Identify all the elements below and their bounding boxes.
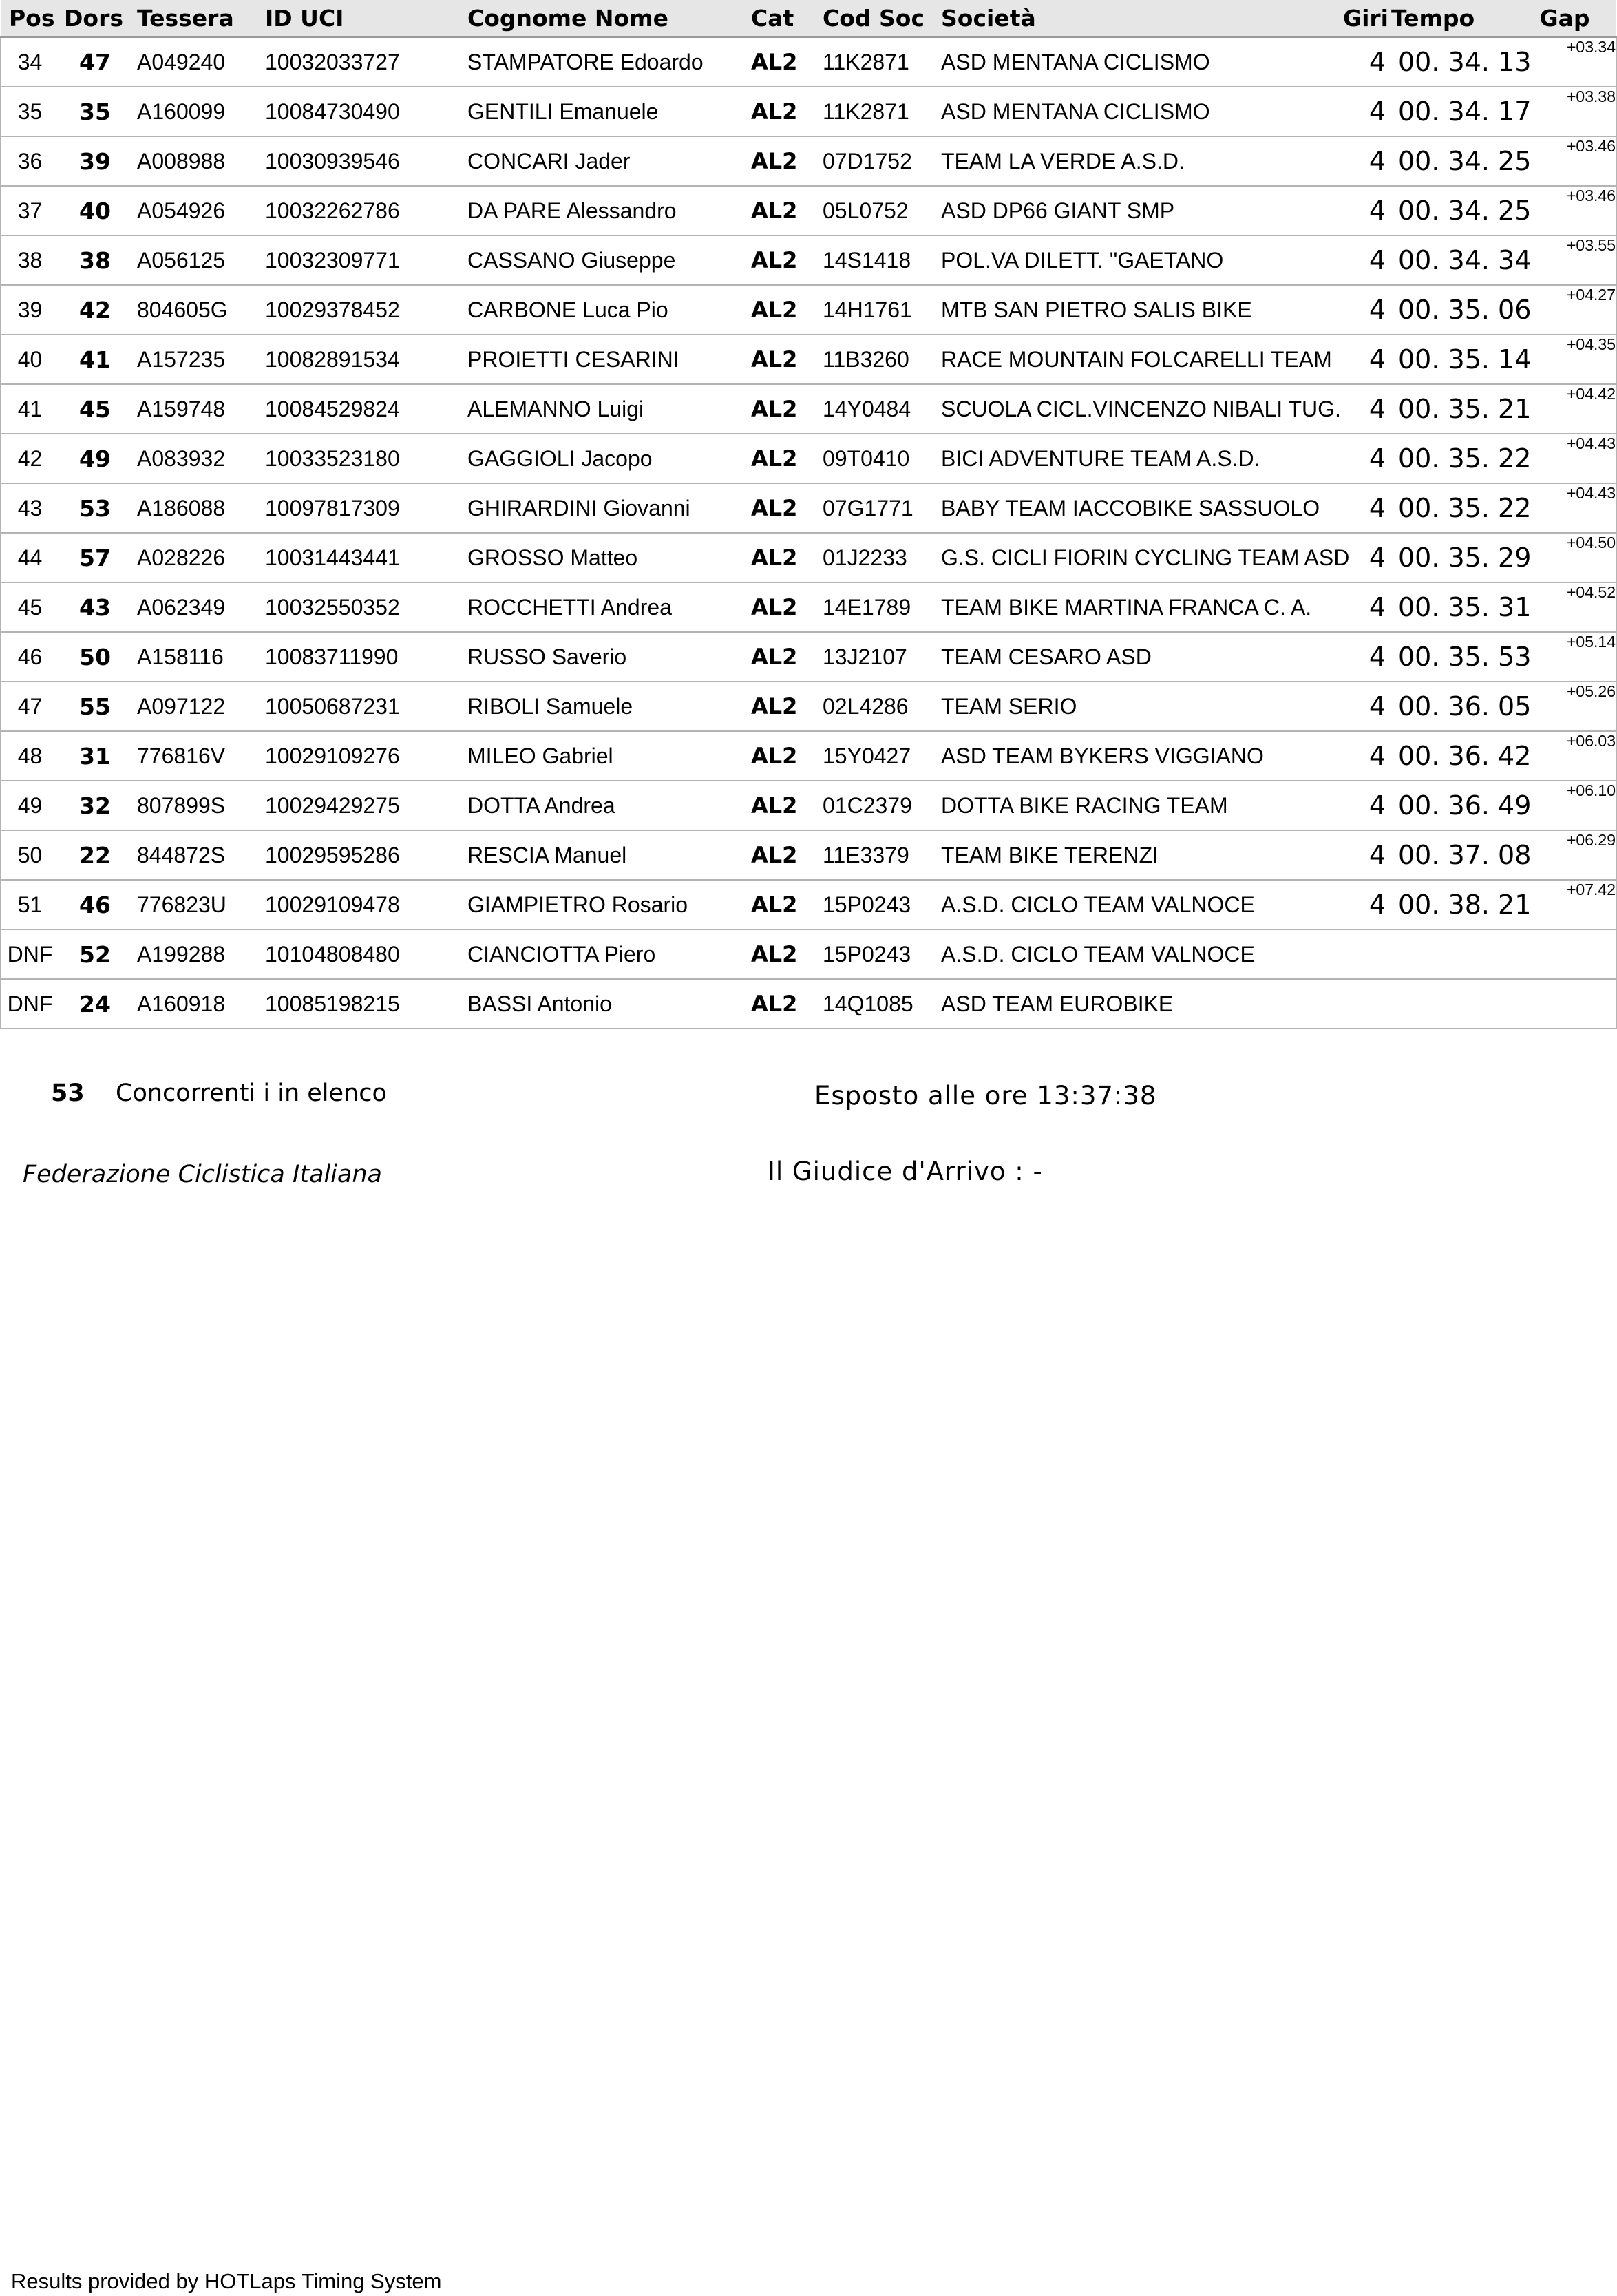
cell-tempo: 00. 36. 42 <box>1386 731 1513 781</box>
cell-giri: 4 <box>1338 533 1386 582</box>
header-cat: Cat <box>746 0 817 37</box>
cell-tessera: A159748 <box>131 384 260 434</box>
cell-tempo: 00. 38. 21 <box>1386 880 1513 929</box>
cell-societa: TEAM CESARO ASD <box>936 632 1338 682</box>
cell-id-uci: 10030939546 <box>260 136 462 186</box>
cell-giri: 4 <box>1338 87 1386 136</box>
cell-societa: ASD DP66 GIANT SMP <box>936 186 1338 235</box>
cell-name: CARBONE Luca Pio <box>462 285 746 335</box>
cell-giri: 4 <box>1338 335 1386 384</box>
cell-id-uci: 10032033727 <box>260 37 462 87</box>
cell-societa: ASD TEAM EUROBIKE <box>936 979 1338 1029</box>
cell-cat: AL2 <box>746 87 817 136</box>
cell-name: DOTTA Andrea <box>462 781 746 830</box>
cell-gap: +04.27 <box>1513 285 1616 335</box>
cell-tempo: 00. 35. 22 <box>1386 434 1513 483</box>
cell-societa: POL.VA DILETT. "GAETANO <box>936 235 1338 285</box>
cell-societa: ASD TEAM BYKERS VIGGIANO <box>936 731 1338 781</box>
cell-giri: 4 <box>1338 235 1386 285</box>
federation-name: Federazione Ciclistica Italiana <box>23 1161 382 1188</box>
table-row <box>1 87 1616 136</box>
cell-gap: +04.35 <box>1513 335 1616 384</box>
cell-cod-soc: 07D1752 <box>817 136 936 186</box>
cell-pos: 35 <box>1 87 59 136</box>
cell-tempo <box>1386 929 1513 979</box>
cell-cat: AL2 <box>746 632 817 682</box>
cell-societa: ASD MENTANA CICLISMO <box>936 87 1338 136</box>
cell-giri: 4 <box>1338 632 1386 682</box>
cell-tessera: 776823U <box>131 880 260 929</box>
cell-tempo <box>1386 979 1513 1029</box>
table-row <box>1 335 1616 384</box>
cell-dors: 52 <box>59 929 131 979</box>
cell-pos: 46 <box>1 632 59 682</box>
cell-tempo: 00. 35. 22 <box>1386 483 1513 533</box>
cell-pos: 38 <box>1 235 59 285</box>
cell-gap: +03.46 <box>1513 186 1616 235</box>
cell-dors: 39 <box>59 136 131 186</box>
cell-cod-soc: 11K2871 <box>817 37 936 87</box>
cell-gap: +06.03 <box>1513 731 1616 781</box>
cell-cat: AL2 <box>746 186 817 235</box>
cell-giri: 4 <box>1338 830 1386 880</box>
cell-tessera: 776816V <box>131 731 260 781</box>
cell-cod-soc: 02L4286 <box>817 682 936 731</box>
cell-pos: DNF <box>1 929 59 979</box>
table-row <box>1 880 1616 929</box>
cell-dors: 57 <box>59 533 131 582</box>
cell-tempo: 00. 34. 17 <box>1386 87 1513 136</box>
cell-cod-soc: 15P0243 <box>817 880 936 929</box>
cell-gap: +04.42 <box>1513 384 1616 434</box>
header-gap: Gap <box>1513 0 1616 37</box>
cell-societa: RACE MOUNTAIN FOLCARELLI TEAM <box>936 335 1338 384</box>
cell-giri: 4 <box>1338 483 1386 533</box>
cell-societa: A.S.D. CICLO TEAM VALNOCE <box>936 880 1338 929</box>
cell-societa: A.S.D. CICLO TEAM VALNOCE <box>936 929 1338 979</box>
cell-giri: 4 <box>1338 434 1386 483</box>
cell-cat: AL2 <box>746 335 817 384</box>
cell-pos: 45 <box>1 582 59 632</box>
cell-name: RUSSO Saverio <box>462 632 746 682</box>
cell-name: RESCIA Manuel <box>462 830 746 880</box>
cell-cat: AL2 <box>746 830 817 880</box>
header-tempo: Tempo <box>1386 0 1513 37</box>
cell-tempo: 00. 36. 49 <box>1386 781 1513 830</box>
cell-giri <box>1338 979 1386 1029</box>
cell-pos: 51 <box>1 880 59 929</box>
table-row <box>1 136 1616 186</box>
cell-societa: DOTTA BIKE RACING TEAM <box>936 781 1338 830</box>
cell-name: BASSI Antonio <box>462 979 746 1029</box>
table-row <box>1 533 1616 582</box>
cell-gap: +04.43 <box>1513 434 1616 483</box>
competitor-count: 53 <box>51 1079 85 1107</box>
cell-dors: 42 <box>59 285 131 335</box>
cell-id-uci: 10083711990 <box>260 632 462 682</box>
cell-cat: AL2 <box>746 781 817 830</box>
cell-pos: 36 <box>1 136 59 186</box>
table-row <box>1 731 1616 781</box>
cell-tempo: 00. 35. 06 <box>1386 285 1513 335</box>
cell-tessera: A056125 <box>131 235 260 285</box>
cell-id-uci: 10029429275 <box>260 781 462 830</box>
cell-cat: AL2 <box>746 533 817 582</box>
cell-id-uci: 10084529824 <box>260 384 462 434</box>
table-row <box>1 682 1616 731</box>
cell-dors: 38 <box>59 235 131 285</box>
cell-tessera: A160918 <box>131 979 260 1029</box>
cell-societa: ASD MENTANA CICLISMO <box>936 37 1338 87</box>
cell-tessera: A054926 <box>131 186 260 235</box>
cell-gap: +04.50 <box>1513 533 1616 582</box>
cell-id-uci: 10033523180 <box>260 434 462 483</box>
header-giri: Giri <box>1338 0 1386 37</box>
cell-tessera: A062349 <box>131 582 260 632</box>
cell-tempo: 00. 36. 05 <box>1386 682 1513 731</box>
cell-dors: 43 <box>59 582 131 632</box>
cell-cod-soc: 11B3260 <box>817 335 936 384</box>
table-row <box>1 830 1616 880</box>
header-societa: Società <box>936 0 1338 37</box>
cell-name: GAGGIOLI Jacopo <box>462 434 746 483</box>
table-row <box>1 483 1616 533</box>
header-id-uci: ID UCI <box>260 0 462 37</box>
cell-id-uci: 10029109478 <box>260 880 462 929</box>
cell-cod-soc: 14S1418 <box>817 235 936 285</box>
cell-giri: 4 <box>1338 682 1386 731</box>
cell-societa: BABY TEAM IACCOBIKE SASSUOLO <box>936 483 1338 533</box>
cell-tessera: A049240 <box>131 37 260 87</box>
cell-pos: 37 <box>1 186 59 235</box>
results-table <box>0 0 1617 1029</box>
cell-gap: +03.46 <box>1513 136 1616 186</box>
cell-cat: AL2 <box>746 979 817 1029</box>
cell-cat: AL2 <box>746 582 817 632</box>
cell-tessera: 807899S <box>131 781 260 830</box>
table-header-row <box>1 0 1616 37</box>
cell-id-uci: 10031443441 <box>260 533 462 582</box>
cell-dors: 35 <box>59 87 131 136</box>
cell-gap: +07.42 <box>1513 880 1616 929</box>
header-dors: Dors <box>59 0 131 37</box>
cell-tempo: 00. 34. 13 <box>1386 37 1513 87</box>
cell-cod-soc: 13J2107 <box>817 632 936 682</box>
cell-pos: DNF <box>1 979 59 1029</box>
table-row <box>1 434 1616 483</box>
table-row <box>1 582 1616 632</box>
cell-societa: TEAM SERIO <box>936 682 1338 731</box>
cell-pos: 44 <box>1 533 59 582</box>
cell-societa: TEAM LA VERDE A.S.D. <box>936 136 1338 186</box>
cell-cat: AL2 <box>746 880 817 929</box>
cell-gap: +05.14 <box>1513 632 1616 682</box>
cell-cat: AL2 <box>746 285 817 335</box>
cell-id-uci: 10029109276 <box>260 731 462 781</box>
cell-giri: 4 <box>1338 136 1386 186</box>
cell-dors: 46 <box>59 880 131 929</box>
cell-name: CASSANO Giuseppe <box>462 235 746 285</box>
table-row <box>1 929 1616 979</box>
cell-tempo: 00. 34. 34 <box>1386 235 1513 285</box>
cell-id-uci: 10085198215 <box>260 979 462 1029</box>
cell-tessera: A160099 <box>131 87 260 136</box>
cell-dors: 40 <box>59 186 131 235</box>
cell-name: PROIETTI CESARINI <box>462 335 746 384</box>
header-pos: Pos <box>1 0 59 37</box>
cell-tessera: 804605G <box>131 285 260 335</box>
cell-tessera: A028226 <box>131 533 260 582</box>
cell-name: DA PARE Alessandro <box>462 186 746 235</box>
header-name: Cognome Nome <box>462 0 746 37</box>
cell-dors: 50 <box>59 632 131 682</box>
cell-tempo: 00. 35. 53 <box>1386 632 1513 682</box>
cell-tessera: A008988 <box>131 136 260 186</box>
cell-name: STAMPATORE Edoardo <box>462 37 746 87</box>
cell-dors: 22 <box>59 830 131 880</box>
cell-giri: 4 <box>1338 582 1386 632</box>
cell-pos: 41 <box>1 384 59 434</box>
cell-pos: 42 <box>1 434 59 483</box>
cell-dors: 41 <box>59 335 131 384</box>
cell-tempo: 00. 37. 08 <box>1386 830 1513 880</box>
cell-name: CONCARI Jader <box>462 136 746 186</box>
cell-cod-soc: 09T0410 <box>817 434 936 483</box>
cell-name: CIANCIOTTA Piero <box>462 929 746 979</box>
cell-id-uci: 10029595286 <box>260 830 462 880</box>
cell-giri: 4 <box>1338 781 1386 830</box>
cell-societa: SCUOLA CICL.VINCENZO NIBALI TUG. <box>936 384 1338 434</box>
cell-id-uci: 10082891534 <box>260 335 462 384</box>
cell-tessera: A158116 <box>131 632 260 682</box>
cell-giri: 4 <box>1338 384 1386 434</box>
cell-cat: AL2 <box>746 929 817 979</box>
cell-giri: 4 <box>1338 37 1386 87</box>
cell-cod-soc: 15Y0427 <box>817 731 936 781</box>
cell-tessera: A199288 <box>131 929 260 979</box>
cell-dors: 55 <box>59 682 131 731</box>
cell-cat: AL2 <box>746 384 817 434</box>
exposed-time: Esposto alle ore 13:37:38 <box>814 1081 1157 1110</box>
cell-dors: 49 <box>59 434 131 483</box>
table-row <box>1 384 1616 434</box>
cell-name: MILEO Gabriel <box>462 731 746 781</box>
cell-id-uci: 10032262786 <box>260 186 462 235</box>
cell-pos: 47 <box>1 682 59 731</box>
cell-societa: BICI ADVENTURE TEAM A.S.D. <box>936 434 1338 483</box>
cell-gap <box>1513 929 1616 979</box>
cell-name: RIBOLI Samuele <box>462 682 746 731</box>
cell-tessera: 844872S <box>131 830 260 880</box>
cell-cod-soc: 05L0752 <box>817 186 936 235</box>
cell-pos: 34 <box>1 37 59 87</box>
cell-dors: 24 <box>59 979 131 1029</box>
cell-giri: 4 <box>1338 285 1386 335</box>
cell-id-uci: 10029378452 <box>260 285 462 335</box>
cell-societa: TEAM BIKE TERENZI <box>936 830 1338 880</box>
cell-tempo: 00. 34. 25 <box>1386 136 1513 186</box>
cell-tempo: 00. 35. 31 <box>1386 582 1513 632</box>
table-row <box>1 186 1616 235</box>
results-body <box>1 37 1616 1029</box>
cell-societa: TEAM BIKE MARTINA FRANCA C. A. <box>936 582 1338 632</box>
cell-societa: G.S. CICLI FIORIN CYCLING TEAM ASD <box>936 533 1338 582</box>
cell-cod-soc: 01C2379 <box>817 781 936 830</box>
table-row <box>1 285 1616 335</box>
cell-tessera: A083932 <box>131 434 260 483</box>
cell-cod-soc: 07G1771 <box>817 483 936 533</box>
cell-gap: +04.43 <box>1513 483 1616 533</box>
table-row <box>1 37 1616 87</box>
cell-cod-soc: 15P0243 <box>817 929 936 979</box>
cell-giri <box>1338 929 1386 979</box>
cell-tempo: 00. 35. 21 <box>1386 384 1513 434</box>
cell-pos: 48 <box>1 731 59 781</box>
cell-societa: MTB SAN PIETRO SALIS BIKE <box>936 285 1338 335</box>
cell-id-uci: 10097817309 <box>260 483 462 533</box>
header-cod-soc: Cod Soc <box>817 0 936 37</box>
cell-giri: 4 <box>1338 731 1386 781</box>
competitor-count-label: Concorrenti i in elenco <box>116 1079 387 1107</box>
table-row <box>1 979 1616 1029</box>
cell-tessera: A157235 <box>131 335 260 384</box>
cell-tempo: 00. 35. 14 <box>1386 335 1513 384</box>
cell-cat: AL2 <box>746 434 817 483</box>
cell-gap: +06.29 <box>1513 830 1616 880</box>
cell-name: ALEMANNO Luigi <box>462 384 746 434</box>
cell-tempo: 00. 34. 25 <box>1386 186 1513 235</box>
finish-judge: Il Giudice d'Arrivo : - <box>768 1157 1043 1186</box>
cell-cod-soc: 14Y0484 <box>817 384 936 434</box>
cell-cod-soc: 14E1789 <box>817 582 936 632</box>
timing-credit: Results provided by HOTLaps Timing System <box>11 2269 442 2293</box>
cell-id-uci: 10050687231 <box>260 682 462 731</box>
cell-gap: +06.10 <box>1513 781 1616 830</box>
cell-id-uci: 10032309771 <box>260 235 462 285</box>
table-row <box>1 781 1616 830</box>
cell-pos: 39 <box>1 285 59 335</box>
table-row <box>1 632 1616 682</box>
cell-gap: +05.26 <box>1513 682 1616 731</box>
cell-dors: 31 <box>59 731 131 781</box>
cell-cat: AL2 <box>746 731 817 781</box>
cell-dors: 53 <box>59 483 131 533</box>
cell-pos: 43 <box>1 483 59 533</box>
cell-cod-soc: 11E3379 <box>817 830 936 880</box>
cell-tempo: 00. 35. 29 <box>1386 533 1513 582</box>
cell-pos: 49 <box>1 781 59 830</box>
cell-giri: 4 <box>1338 186 1386 235</box>
header-tessera: Tessera <box>131 0 260 37</box>
cell-tessera: A097122 <box>131 682 260 731</box>
cell-id-uci: 10104808480 <box>260 929 462 979</box>
cell-dors: 47 <box>59 37 131 87</box>
cell-cat: AL2 <box>746 37 817 87</box>
cell-cat: AL2 <box>746 235 817 285</box>
cell-name: GIAMPIETRO Rosario <box>462 880 746 929</box>
cell-name: GENTILI Emanuele <box>462 87 746 136</box>
cell-giri: 4 <box>1338 880 1386 929</box>
cell-gap: +03.34 <box>1513 37 1616 87</box>
cell-cat: AL2 <box>746 483 817 533</box>
cell-name: GROSSO Matteo <box>462 533 746 582</box>
cell-tessera: A186088 <box>131 483 260 533</box>
cell-gap <box>1513 979 1616 1029</box>
table-row <box>1 235 1616 285</box>
cell-cod-soc: 01J2233 <box>817 533 936 582</box>
cell-name: ROCCHETTI Andrea <box>462 582 746 632</box>
cell-cod-soc: 11K2871 <box>817 87 936 136</box>
cell-id-uci: 10084730490 <box>260 87 462 136</box>
cell-cat: AL2 <box>746 682 817 731</box>
cell-gap: +03.55 <box>1513 235 1616 285</box>
cell-pos: 40 <box>1 335 59 384</box>
cell-name: GHIRARDINI Giovanni <box>462 483 746 533</box>
cell-cat: AL2 <box>746 136 817 186</box>
cell-dors: 32 <box>59 781 131 830</box>
cell-dors: 45 <box>59 384 131 434</box>
cell-cod-soc: 14Q1085 <box>817 979 936 1029</box>
cell-gap: +03.38 <box>1513 87 1616 136</box>
cell-gap: +04.52 <box>1513 582 1616 632</box>
cell-cod-soc: 14H1761 <box>817 285 936 335</box>
cell-pos: 50 <box>1 830 59 880</box>
cell-id-uci: 10032550352 <box>260 582 462 632</box>
